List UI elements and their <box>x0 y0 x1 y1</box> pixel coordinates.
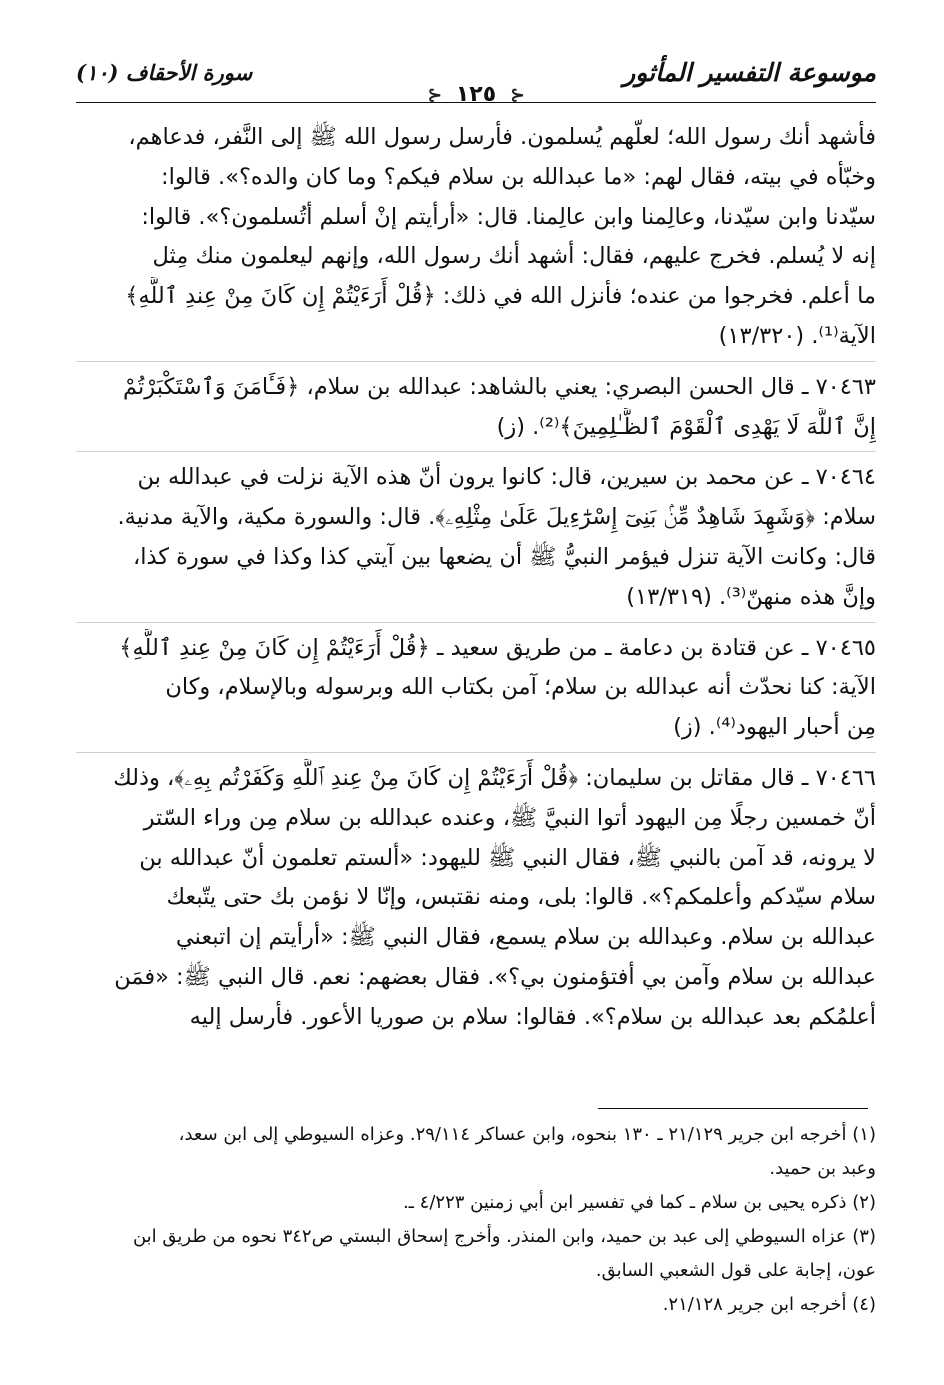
text-line: قال: وكانت الآية تنزل فيؤمر النبيُّ ﷺ أن يضعها بين آيتي كذا وكذا في سورة كذا، <box>132 543 876 570</box>
footnote-line: (١) أخرجه ابن جرير ٢١/١٢٩ ـ ١٣٠ بنحوه، وابن عساكر ٢٩/١١٤. وعزاه السيوطي إلى ابن سعد، <box>178 1124 876 1145</box>
footnote-divider <box>598 1108 868 1109</box>
text-line: إِنَّ ٱللَّهَ لَا يَهْدِى ٱلْقَوْمَ ٱلظَّـٰلِمِينَ﴾⁽²⁾. (ز) <box>496 413 876 440</box>
text-line: أعلمُكم بعد عبدالله بن سلام؟». فقالوا: سلام بن صوريا الأعور. فأرسل إليه <box>189 1003 876 1030</box>
header-divider <box>76 102 876 103</box>
text-line: مِن أحبار اليهود⁽⁴⁾. (ز) <box>673 714 876 741</box>
surah-label: سورة الأحقاف (١٠) <box>76 60 253 85</box>
narration-70465 <box>76 622 876 748</box>
text-line: ٧٠٤٦٤ ـ عن محمد بن سيرين، قال: كانوا يرون أنّ هذه الآية نزلت في عبدالله بن <box>137 464 876 491</box>
page-header <box>76 58 876 106</box>
text-line: فأشهد أنك رسول الله؛ لعلّهم يُسلمون. فأرسل رسول الله ﷺ إلى النَّفر، فدعاهم، <box>128 124 876 150</box>
main-text <box>76 118 876 1038</box>
page-number: ١٢٥ <box>455 82 497 107</box>
text-line: عبدالله بن سلام. وعبدالله بن سلام يسمع، فقال النبي ﷺ: «أرأيتم إن اتبعني <box>175 924 876 951</box>
text-line: ما أعلم. فخرجوا من عنده؛ فأنزل الله في ذلك: ﴿قُلْ أَرَءَيْتُمْ إِن كَانَ مِنْ عِندِ ٱللَّهِ﴾ <box>125 283 876 310</box>
text-line: الآية⁽¹⁾. (١٣/٣٢٠) <box>718 322 876 349</box>
narration-70464 <box>76 451 876 617</box>
text-line: إنه لا يُسلم. فخرج عليهم، فقال: أشهد أنك رسول الله، وإنهم ليعلمون منك مِثل <box>152 243 876 270</box>
text-line: سيّدنا وابن سيّدنا، وعالِمنا وابن عالِمنا. قال: «أرأيتم إنْ أسلم أتُسلمون؟». قالوا: <box>141 203 876 230</box>
text-line: أنّ خمسين رجلًا مِن اليهود أتوا النبيَّ ﷺ، وعنده عبدالله بن سلام مِن وراء السّتر <box>143 804 876 831</box>
book-title: موسوعة التفسير المأثور <box>623 58 876 87</box>
footnote-line: عون، إجابة على قول الشعبي السابق. <box>595 1260 876 1281</box>
footnotes <box>76 1118 876 1322</box>
text-line: لا يرونه، قد آمن بالنبي ﷺ، فقال النبي ﷺ لليهود: «ألستم تعلمون أنّ عبدالله بن <box>139 844 876 871</box>
text-line: الآية: كنا نحدّث أنه عبدالله بن سلام؛ آمن بكتاب الله وبرسوله وبالإسلام، وكان <box>165 674 876 701</box>
paragraph-continuation <box>76 118 876 357</box>
text-line: ٧٠٤٦٦ ـ قال مقاتل بن سليمان: ﴿قُلْ أَرَءَيْتُمْ إِن كَانَ مِنْ عِندِ ٱللَّهِ وَكَفَرْتُم بِهِۦ﴾، وذلك <box>113 764 876 791</box>
text-line: عبدالله بن سلام وآمن بي أفتؤمنون بي؟». فقال بعضهم: نعم. قال النبي ﷺ: «فمَن <box>114 963 876 990</box>
text-line: وخبّأه في بيته، فقال لهم: «ما عبدالله بن سلام فيكم؟ وما كان والده؟». قالوا: <box>160 163 876 190</box>
page-number-container <box>76 82 876 107</box>
text-line: سلام سيّدكم وأعلمكم؟». قالوا: بلى، ومنه نقتبس، وإنّا لا نؤمن بك حتى يتّبعك <box>166 884 876 911</box>
footnote-line: وعبد بن حميد. <box>769 1158 876 1179</box>
text-line: وإنَّ هذه منهنّ⁽³⁾. (١٣/٣١٩) <box>626 583 876 610</box>
ornament-icon: ⊰ <box>427 85 443 106</box>
text-line: سلام: ﴿وَشَهِدَ شَاهِدٌ مِّنۢ بَنِىٓ إِسْرَٰٓءِيلَ عَلَىٰ مِثْلِهِۦ﴾. قال: والسورة مكية، والآية مدنية. <box>117 504 876 531</box>
text-line: ٧٠٤٦٣ ـ قال الحسن البصري: يعني بالشاهد: عبدالله بن سلام، ﴿فَـَٔامَنَ وَٱسْتَكْبَرْتُمْ <box>123 373 876 400</box>
footnote-line: (٣) عزاه السيوطي إلى عبد بن حميد، وابن المنذر. وأخرج إسحاق البستي ص٣٤٢ نحوه من طريق ابن <box>132 1226 876 1247</box>
ornament-icon: ⊰ <box>509 85 525 106</box>
footnote-line: (٤) أخرجه ابن جرير ٢١/١٢٨. <box>662 1294 876 1315</box>
narration-70463 <box>76 361 876 448</box>
narration-70466 <box>76 752 876 1038</box>
footnote-line: (٢) ذكره يحيى بن سلام ـ كما في تفسير ابن أبي زمنين ٤/٢٢٣ ـ. <box>402 1192 876 1213</box>
text-line: ٧٠٤٦٥ ـ عن قتادة بن دعامة ـ من طريق سعيد ـ ﴿قُلْ أَرَءَيْتُمْ إِن كَانَ مِنْ عِندِ ٱللَّهِ﴾ <box>119 634 876 661</box>
